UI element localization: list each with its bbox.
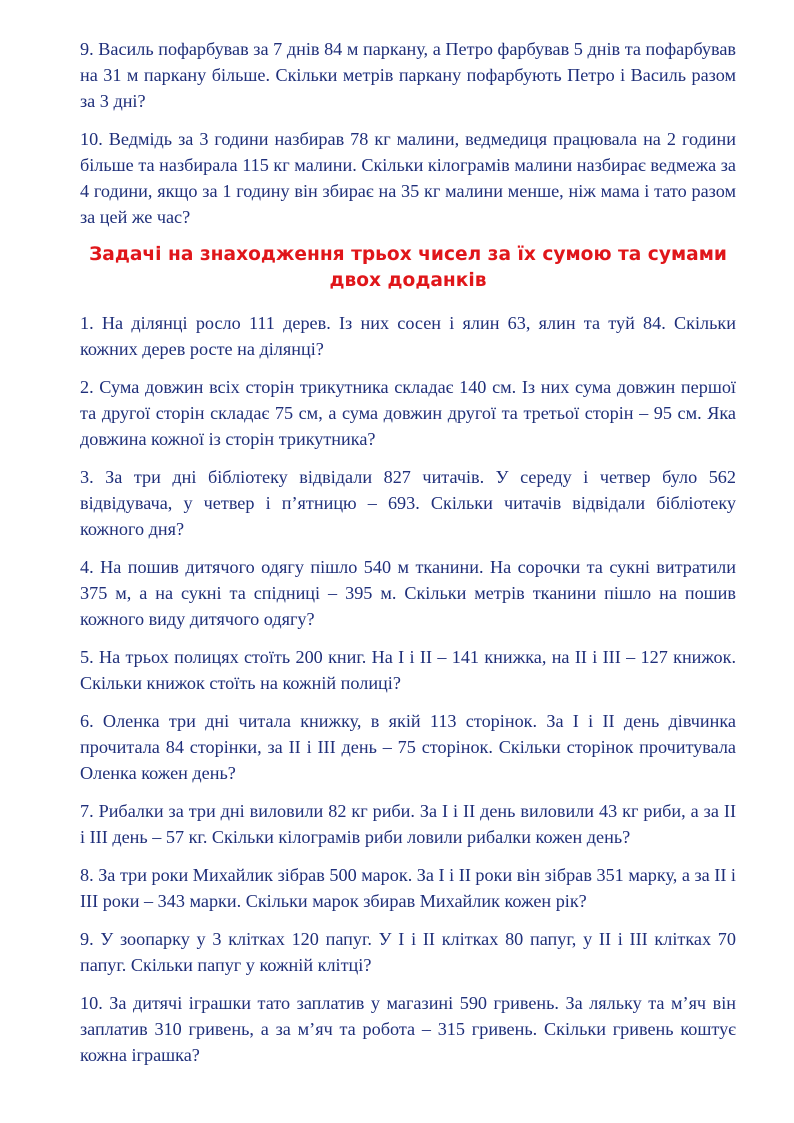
problem-6-book: 6. Оленка три дні читала книжку, в якій 113 сторінок. За I і II день дівчинка прочитала 84 сторінки, за II і III день – 75 сторінок. Скільки сторінок прочитувала Оленка кожен день? [80, 711, 736, 783]
problem-4-fabric: 4. На пошив дитячого одягу пішло 540 м тканини. На сорочки та сукні витратили 375 м, а на сукні та спідниці – 395 м. Скільки метрів тканини пішло на пошив кожного виду дитячого одягу? [80, 557, 736, 629]
problem-3-library: 3. За три дні бібліотеку відвідали 827 читачів. У середу і четвер було 562 відвідувача, у четвер і п’ятницю – 693. Скільки читачів відвідали бібліотеку кожного дня? [80, 467, 736, 539]
problem-9-parrots: 9. У зоопарку у 3 клітках 120 папуг. У I і II клітках 80 папуг, у II і III клітках 70 папуг. Скільки папуг у кожній клітці? [80, 929, 736, 975]
problem-5-shelves: 5. На трьох полицях стоїть 200 книг. На I і II – 141 книжка, на II і III – 127 книжок. Скільки книжок стоїть на кожній полиці? [80, 647, 736, 693]
section-heading: Задачі на знаходження трьох чисел за їх сумою та сумами двох доданків [89, 244, 727, 291]
problem-7-fishermen: 7. Рибалки за три дні виловили 82 кг риби. За I і II день виловили 43 кг риби, а за II і III день – 57 кг. Скільки кілограмів риби ловили рибалки кожен день? [80, 801, 736, 847]
problem-10-toys: 10. За дитячі іграшки тато заплатив у магазині 590 гривень. За ляльку та м’яч він заплатив 310 гривень, а за м’яч та робота – 315 гривень. Скільки гривень коштує кожна іграшка? [80, 993, 736, 1065]
document-page [80, 36, 736, 1080]
problem-8-stamps: 8. За три роки Михайлик зібрав 500 марок. За I і II роки він зібрав 351 марку, а за II і III роки – 343 марки. Скільки марок збирав Михайлик кожен рік? [80, 865, 736, 911]
problem-10-bears: 10. Ведмідь за 3 години назбирав 78 кг малини, ведмедиця працювала на 2 години більше та назбирала 115 кг малини. Скільки кілограмів малини назбирає ведмежа за 4 години, якщо за 1 годину він збирає на 35 кг малини менше, ніж мама і тато разом за цей же час? [80, 129, 736, 227]
problem-2-triangle: 2. Сума довжин всіх сторін трикутника складає 140 см. Із них сума довжин першої та другої сторін складає 75 см, а сума довжин другої та третьої сторін – 95 см. Яка довжина кожної із сторін трикутника? [80, 377, 736, 449]
problem-1-trees: 1. На ділянці росло 111 дерев. Із них сосен і ялин 63, ялин та туй 84. Скільки кожних дерев росте на ділянці? [80, 313, 736, 359]
problem-9-fence: 9. Василь пофарбував за 7 днів 84 м паркану, а Петро фарбував 5 днів та пофарбував на 31 м паркану більше. Скільки метрів паркану пофарбують Петро і Василь разом за 3 дні? [80, 39, 736, 111]
